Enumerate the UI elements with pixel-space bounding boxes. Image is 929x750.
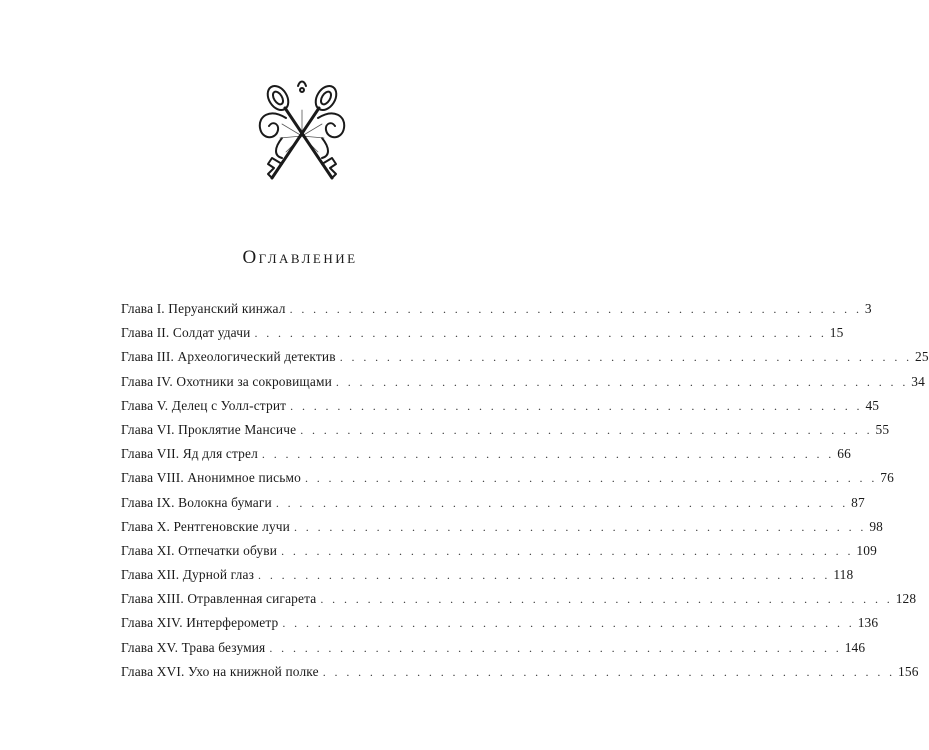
dot-leader: . . . . . . . . . . . . . . . . . . . . . . . . . . . . . . . . . . . . . . . . . . . . . . . . . [320, 592, 893, 607]
chapter-title: Глава VII. Яд для стрел [121, 446, 258, 462]
chapter-title: Глава X. Рентгеновские лучи [121, 518, 290, 534]
crossed-keys-emblem-icon [252, 78, 352, 196]
dot-leader: . . . . . . . . . . . . . . . . . . . . . . . . . . . . . . . . . . . . . . . . . . . . . . . . . [300, 422, 873, 437]
table-of-contents [121, 301, 929, 688]
toc-entry[interactable] [121, 591, 917, 615]
toc-entry[interactable] [121, 325, 844, 349]
chapter-page-number: 146 [844, 639, 866, 655]
chapter-title: Глава V. Делец с Уолл-стрит [121, 397, 287, 413]
chapter-page-number: 156 [898, 663, 919, 679]
chapter-title: Глава IX. Волокна бумаги [121, 494, 272, 510]
chapter-page-number: 15 [829, 325, 844, 341]
chapter-page-number: 128 [895, 591, 917, 607]
dot-leader: . . . . . . . . . . . . . . . . . . . . . . . . . . . . . . . . . . . . . . . . . . . . . . . . . [258, 568, 831, 583]
dot-leader: . . . . . . . . . . . . . . . . . . . . . . . . . . . . . . . . . . . . . . . . . . . . . . . . . [322, 664, 896, 679]
page-title: Оглавление [242, 247, 358, 268]
chapter-title: Глава VI. Проклятие Мансиче [121, 421, 297, 437]
chapter-page-number: 66 [837, 446, 851, 462]
toc-entry[interactable] [121, 421, 890, 446]
toc-entry[interactable] [121, 301, 872, 325]
dot-leader: . . . . . . . . . . . . . . . . . . . . . . . . . . . . . . . . . . . . . . . . . . . . . . . . . [294, 519, 867, 534]
chapter-page-number: 118 [833, 567, 854, 583]
toc-entry[interactable] [121, 518, 884, 543]
chapter-title: Глава XIV. Интерферометр [121, 615, 279, 631]
chapter-title: Глава XVI. Ухо на книжной полке [121, 663, 319, 679]
toc-entry[interactable] [121, 470, 894, 494]
chapter-page-number: 109 [856, 542, 877, 558]
chapter-title: Глава XV. Трава безумия [121, 639, 266, 655]
chapter-page-number: 136 [857, 615, 879, 631]
dot-leader: . . . . . . . . . . . . . . . . . . . . . . . . . . . . . . . . . . . . . . . . . . . . . . . . . [339, 350, 913, 365]
dot-leader: . . . . . . . . . . . . . . . . . . . . . . . . . . . . . . . . . . . . . . . . . . . . . . . . . [304, 471, 878, 486]
dot-leader: . . . . . . . . . . . . . . . . . . . . . . . . . . . . . . . . . . . . . . . . . . . . . . . . . [261, 447, 835, 462]
chapter-page-number: 45 [865, 397, 880, 413]
chapter-title: Глава I. Перуанский кинжал [121, 301, 286, 316]
toc-entry[interactable] [121, 373, 925, 398]
chapter-title: Глава VIII. Анонимное письмо [121, 470, 301, 486]
chapter-page-number: 34 [911, 373, 925, 389]
chapter-page-number: 55 [875, 421, 890, 437]
toc-entry[interactable] [121, 494, 865, 519]
chapter-page-number: 3 [864, 301, 872, 316]
chapter-page-number: 87 [851, 494, 865, 510]
chapter-page-number: 76 [880, 470, 894, 486]
chapter-title: Глава III. Археологический детектив [121, 349, 336, 365]
dot-leader: . . . . . . . . . . . . . . . . . . . . . . . . . . . . . . . . . . . . . . . . . . . . . . . . . [281, 543, 854, 558]
toc-entry[interactable] [121, 663, 919, 688]
chapter-title: Глава XIII. Отравленная сигарета [121, 591, 317, 607]
toc-entry[interactable] [121, 567, 854, 591]
toc-entry[interactable] [121, 349, 929, 373]
dot-leader: . . . . . . . . . . . . . . . . . . . . . . . . . . . . . . . . . . . . . . . . . . . . . . . . . [254, 326, 827, 341]
dot-leader: . . . . . . . . . . . . . . . . . . . . . . . . . . . . . . . . . . . . . . . . . . . . . . . . . [282, 616, 855, 631]
toc-entry[interactable] [121, 446, 851, 470]
toc-entry[interactable] [121, 397, 880, 422]
dot-leader: . . . . . . . . . . . . . . . . . . . . . . . . . . . . . . . . . . . . . . . . . . . . . . . . . [275, 495, 849, 510]
toc-entry[interactable] [121, 639, 866, 664]
chapter-title: Глава IV. Охотники за сокровищами [121, 373, 332, 389]
toc-entry[interactable] [121, 542, 877, 567]
chapter-page-number: 98 [869, 518, 884, 534]
dot-leader: . . . . . . . . . . . . . . . . . . . . . . . . . . . . . . . . . . . . . . . . . . . . . . . . . [269, 640, 842, 655]
dot-leader: . . . . . . . . . . . . . . . . . . . . . . . . . . . . . . . . . . . . . . . . . . . . . . . . . [335, 374, 909, 389]
dot-leader: . . . . . . . . . . . . . . . . . . . . . . . . . . . . . . . . . . . . . . . . . . . . . . . . . [289, 302, 862, 316]
toc-entry[interactable] [121, 615, 879, 639]
dot-leader: . . . . . . . . . . . . . . . . . . . . . . . . . . . . . . . . . . . . . . . . . . . . . . . . . [290, 398, 863, 413]
chapter-page-number: 25 [915, 349, 929, 365]
chapter-title: Глава XII. Дурной глаз [121, 567, 255, 583]
chapter-title: Глава II. Солдат удачи [121, 325, 251, 341]
chapter-title: Глава XI. Отпечатки обуви [121, 542, 278, 558]
